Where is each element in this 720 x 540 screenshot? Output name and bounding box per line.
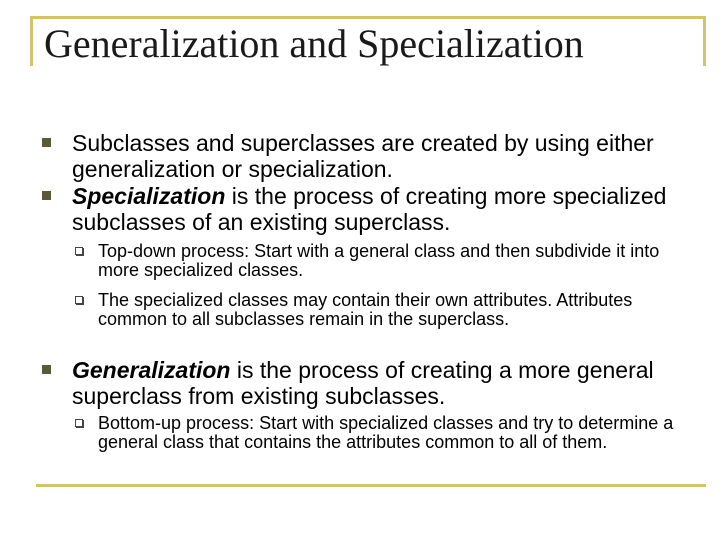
subbullet-item [98, 242, 688, 280]
subbullet-item [98, 291, 688, 329]
bullet-text: Subclasses and superclasses are created by using either generalization or specialization. [72, 130, 654, 182]
subbullet-text: The specialized classes may contain their own attributes. Attributes common to all subclasses remain in the superclass. [98, 290, 633, 329]
square-bullet-icon [42, 138, 51, 147]
bullet-term: Generalization [72, 357, 231, 383]
title-frame-left [30, 16, 33, 66]
bullet-text: is the process of creating a more general superclass from existing subclasses. [72, 357, 654, 409]
bullet-text: is the process of creating more specialized subclasses of an existing superclass. [72, 183, 667, 235]
bullet-item [72, 357, 692, 409]
hollow-square-bullet-icon [75, 296, 83, 304]
bullet-item [72, 130, 692, 182]
subbullet-text: Bottom-up process: Start with specialized classes and try to determine a general class that contains the attributes common to all of them. [98, 413, 674, 452]
square-bullet-icon [42, 191, 51, 200]
square-bullet-icon [42, 365, 51, 374]
hollow-square-bullet-icon [75, 419, 83, 427]
slide-bottom-rule [36, 484, 706, 487]
title-frame-right [703, 16, 706, 66]
title-frame-top [30, 16, 706, 19]
slide-title: Generalization and Specialization [44, 21, 584, 66]
bullet-term: Specialization [72, 183, 226, 209]
hollow-square-bullet-icon [75, 247, 83, 255]
subbullet-text: Top-down process: Start with a general class and then subdivide it into more specialized classes. [98, 241, 660, 280]
subbullet-item [98, 414, 688, 452]
bullet-item [72, 183, 692, 235]
